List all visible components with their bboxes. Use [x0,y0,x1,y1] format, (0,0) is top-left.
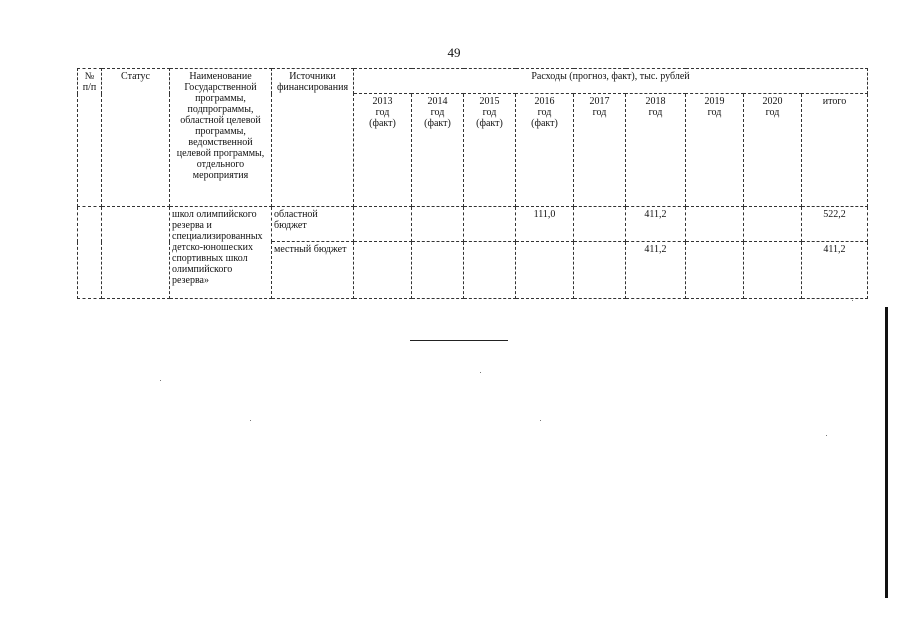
cell-value: 411,2 [626,242,686,299]
scan-speck [160,380,161,381]
scan-speck [540,420,541,421]
cell-value [464,242,516,299]
cell-num [78,207,102,299]
scan-speck [480,372,481,373]
table-header-row [78,69,868,94]
cell-program-name: школ олимпийского резерва и специализированных детско-юношеских спортивных школ олимпийского резерва» [170,207,272,299]
page-number: 49 [447,45,461,60]
cell-value [574,242,626,299]
scan-speck [250,420,251,421]
header-sources: Источники финансирования [272,69,354,207]
cell-total: 411,2 [802,242,868,299]
header-year: 2016 год (факт) [516,94,574,207]
cell-value [412,242,464,299]
header-year: 2020 год [744,94,802,207]
cell-value [574,207,626,242]
cell-value [464,207,516,242]
header-year: 2013 год (факт) [354,94,412,207]
header-name: Наименование Государственной программы, подпрограммы, областной целевой программы, ведомственной целевой программы, отдельного мероприятия [170,69,272,207]
header-expenses: Расходы (прогноз, факт), тыс. рублей [354,69,868,94]
cell-value [412,207,464,242]
header-year: 2019 год [686,94,744,207]
header-year: 2017 год [574,94,626,207]
header-num: № п/п [78,69,102,207]
cell-source: областной бюджет [272,207,354,242]
header-status: Статус [102,69,170,207]
table-row [78,207,868,242]
cell-value [686,242,744,299]
separator-line [410,340,508,341]
cell-total: 522,2 [802,207,868,242]
scan-edge-bar [885,307,888,598]
budget-table [77,68,868,299]
cell-value [744,242,802,299]
cell-value [516,242,574,299]
cell-status [102,207,170,299]
scan-speck [826,435,827,436]
scan-speck [852,300,853,301]
cell-value [686,207,744,242]
header-year: 2018 год [626,94,686,207]
header-total: итого [802,94,868,207]
cell-value [354,207,412,242]
cell-value: 411,2 [626,207,686,242]
cell-value [744,207,802,242]
cell-value: 111,0 [516,207,574,242]
cell-source: местный бюджет [272,242,354,299]
cell-value [354,242,412,299]
header-year: 2015 год (факт) [464,94,516,207]
header-year: 2014 год (факт) [412,94,464,207]
